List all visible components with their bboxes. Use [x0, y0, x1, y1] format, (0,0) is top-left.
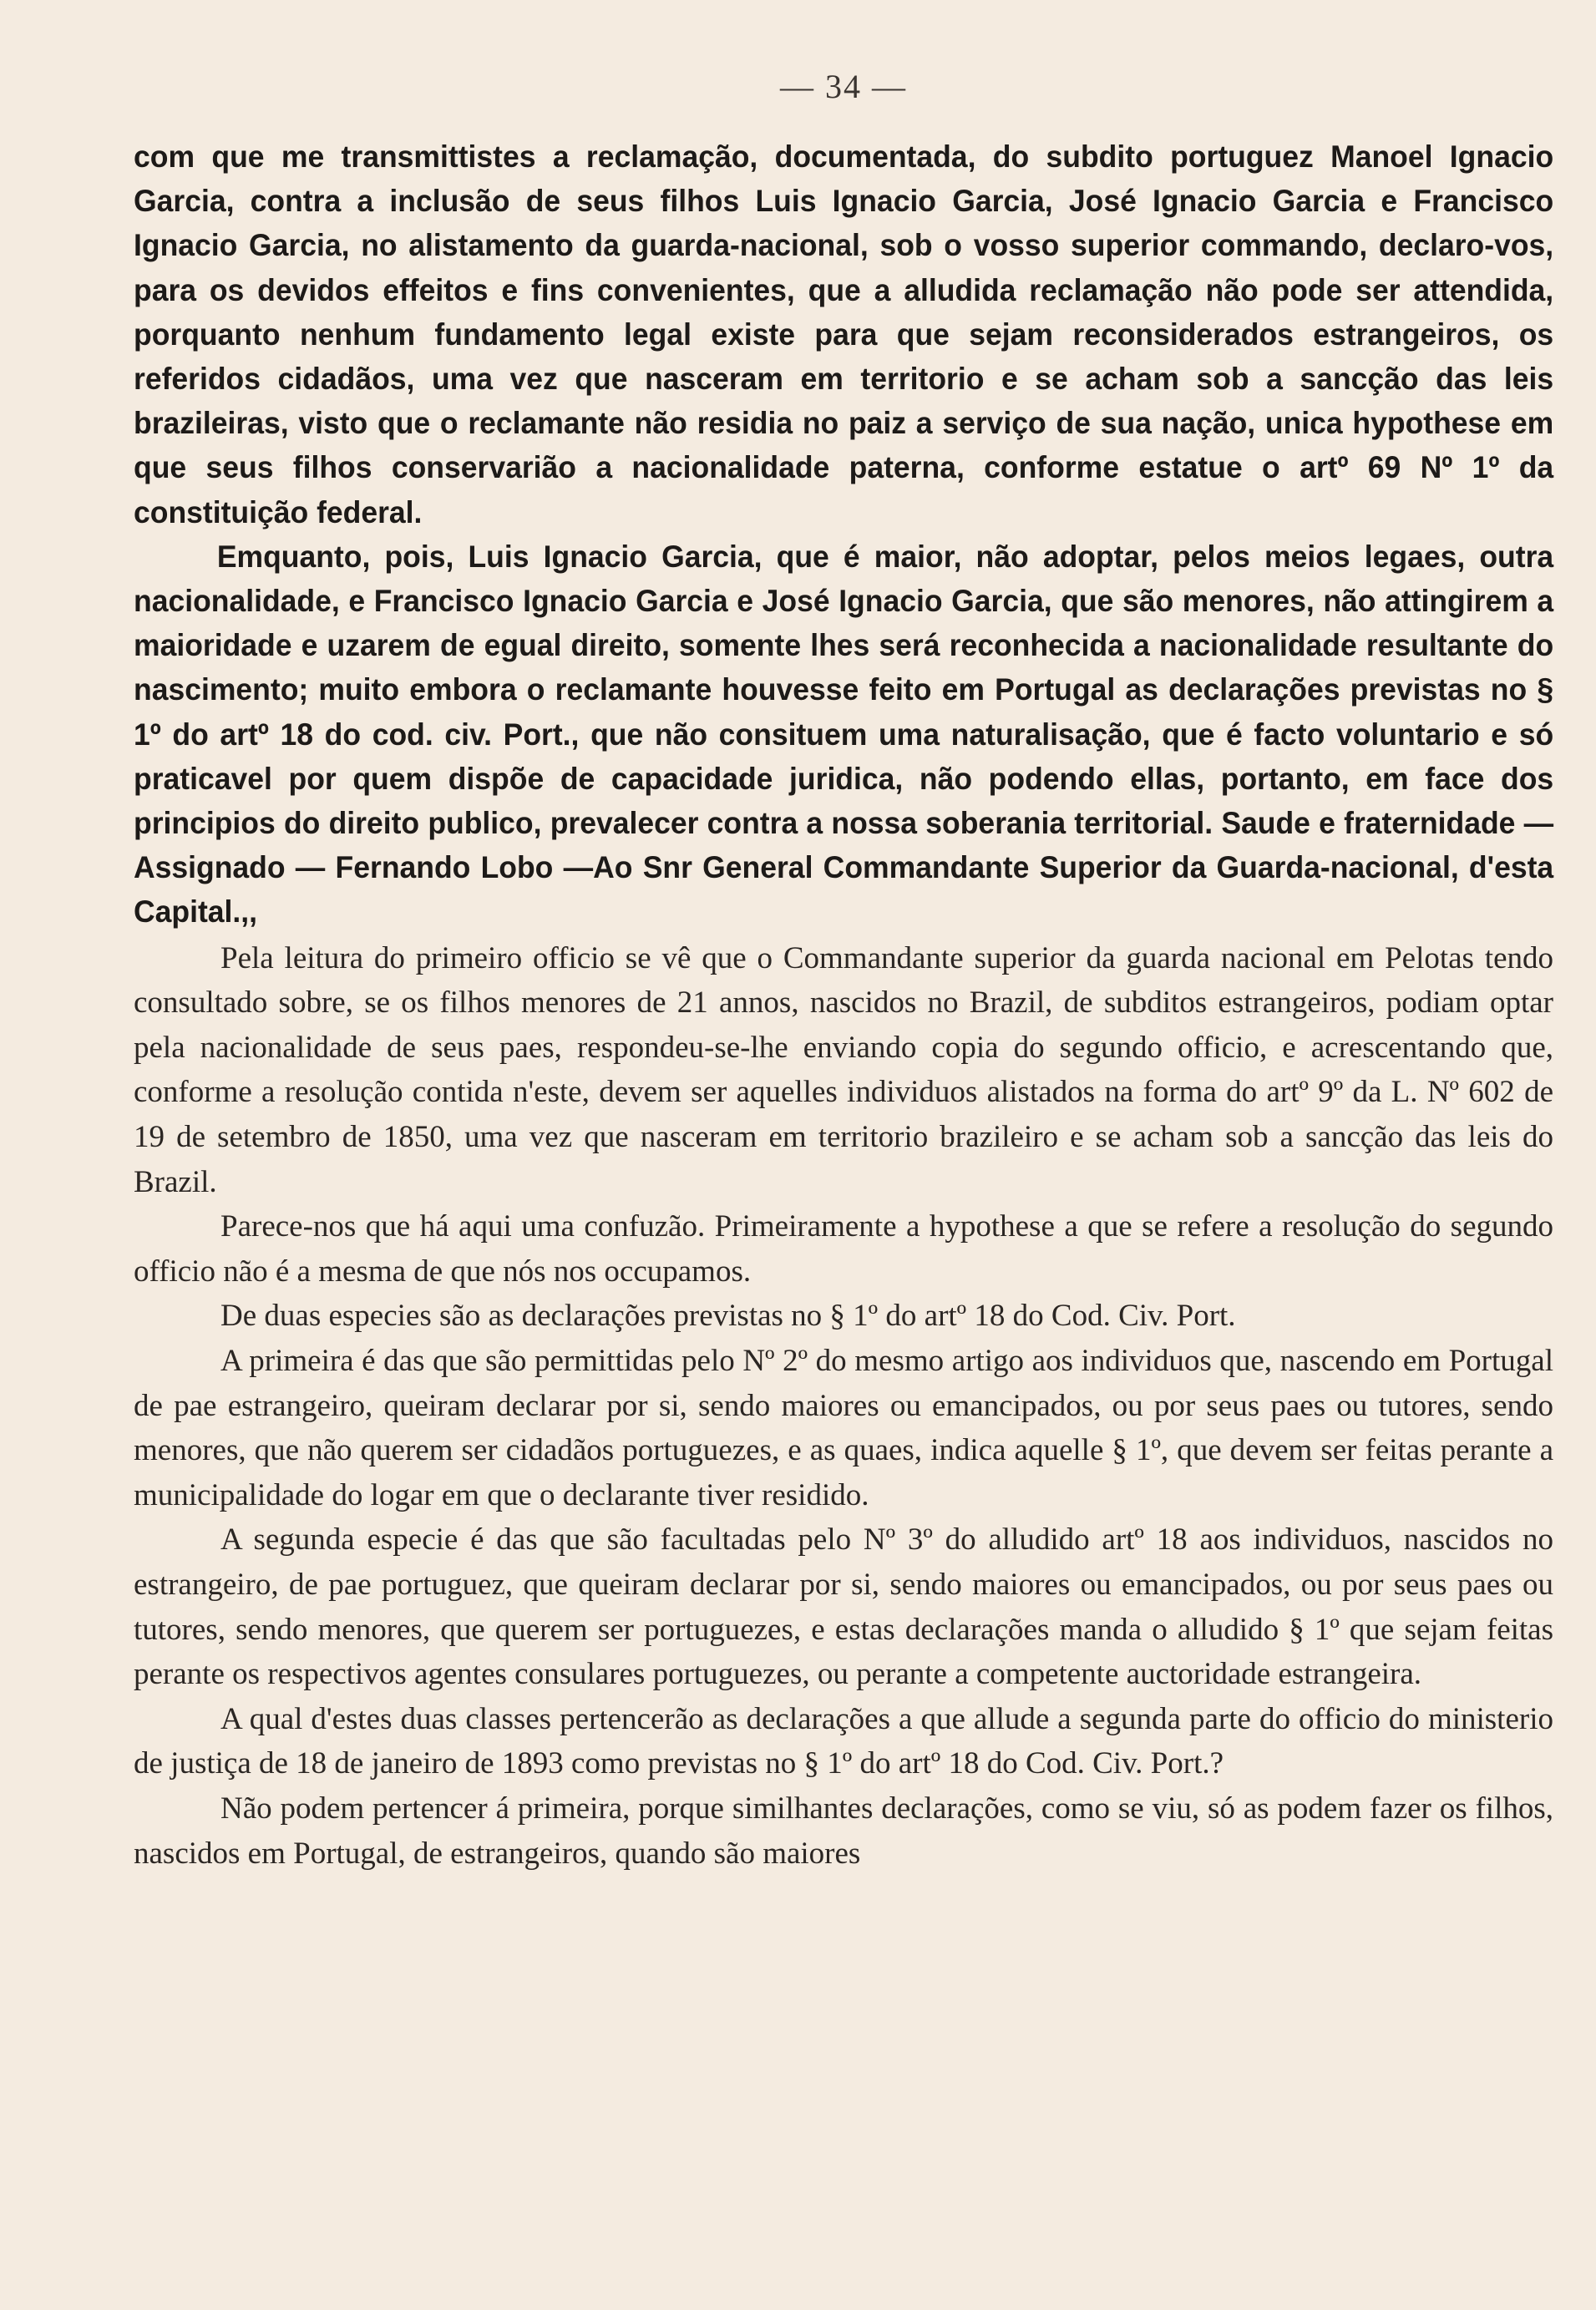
serif-paragraph: A qual d'estes duas classes pertencerão as declarações a que allude a segunda parte do officio do ministerio de justiça de 18 de janeiro de 1893 como previstas no § 1º do artº 18 do Cod. Civ. Port.? — [134, 1701, 1553, 1781]
page-number: — 34 — — [780, 68, 907, 105]
serif-paragraph: Não podem pertencer á primeira, porque similhantes declarações, como se viu, só as podem fazer os filhos, nascidos em Portugal, de estrangeiros, quando são maiores — [134, 1791, 1553, 1871]
serif-paragraph: Parece-nos que há aqui uma confuzão. Primeiramente a hypothese a que se refere a resolução do segundo officio não é a mesma de que nós nos occupamos. — [134, 1209, 1553, 1289]
document-page — [134, 67, 1553, 1876]
serif-paragraph: Pela leitura do primeiro officio se vê que o Commandante superior da guarda nacional em Pelotas tendo consultado sobre, se os filhos menores de 21 annos, nascidos no Brazil, de subditos estrangeiros, podiam optar pela nacionalidade de seus paes, respondeu-se-lhe enviando copia do segundo officio, e acrescentando que, conforme a resolução contida n'este, devem ser aquelles individuos alistados na forma do artº 9º da L. Nº 602 de 19 de setembro de 1850, uma vez que nasceram em territorio brazileiro e se acham sob a sancção das leis do Brazil. — [134, 940, 1553, 1199]
serif-paragraph: De duas especies são as declarações previstas no § 1º do artº 18 do Cod. Civ. Port. — [220, 1299, 1236, 1334]
bold-paragraph: com que me transmittistes a reclamação, documentada, do subdito portuguez Manoel Ignacio Garcia, contra a inclusão de seus filhos Luis Ignacio Garcia, José Ignacio Garcia e Francisco Ignacio Garcia, no alistamento da guarda-nacional, sob o vosso superior commando, declaro-vos, para os devidos effeitos e fins convenientes, que a alludida reclamação não pode ser attendida, porquanto nenhum fundamento legal existe para que sejam reconsiderados estrangeiros, os referidos cidadãos, uma vez que nasceram em territorio e se acham sob a sancção das leis brazileiras, visto que o reclamante não residia no paiz a serviço de sua nação, unica hypothese em que seus filhos conservarião a nacionalidade paterna, conforme estatue o artº 69 Nº 1º da constituição federal. — [134, 139, 1554, 529]
serif-paragraph: A primeira é das que são permittidas pelo Nº 2º do mesmo artigo aos individuos que, nascendo em Portugal de pae estrangeiro, queiram declarar por si, sendo maiores ou emancipados, ou por seus paes ou tutores, sendo menores, que não querem ser cidadãos portuguezes, e as quaes, indica aquelle § 1º, que devem ser feitas perante a municipalidade do logar em que o declarante tiver residido. — [134, 1344, 1553, 1512]
serif-paragraph: A segunda especie é das que são facultadas pelo Nº 3º do alludido artº 18 aos individuos, nascidos no estrangeiro, de pae portuguez, que queiram declarar por si, sendo maiores ou emancipados, ou por seus paes ou tutores, sendo menores, que querem ser portuguezes, e estas declarações manda o alludido § 1º que sejam feitas perante os respectivos agentes consulares portuguezes, ou perante a competente auctoridade estrangeira. — [134, 1522, 1553, 1692]
bold-paragraph: Emquanto, pois, Luis Ignacio Garcia, que é maior, não adoptar, pelos meios legaes, outra nacionalidade, e Francisco Ignacio Garcia e José Ignacio Garcia, que são menores, não attingirem a maioridade e uzarem de egual direito, somente lhes será reconhecida a nacionalidade resultante do nascimento; muito embora o reclamante houvesse feito em Portugal as declarações previstas no § 1º do artº 18 do cod. civ. Port., que não consituem uma naturalisação, que é facto voluntario e só praticavel por quem dispõe de capacidade juridica, não podendo ellas, portanto, em face dos principios do direito publico, prevalecer contra a nossa soberania territorial. Saude e fraternidade — Assignado — Fernando Lobo —Ao Snr General Commandante Superior da Guarda-nacional, d'esta Capital.,, — [134, 539, 1554, 930]
serif-commentary-block — [134, 936, 1553, 1876]
bold-letter-block — [134, 134, 1553, 935]
